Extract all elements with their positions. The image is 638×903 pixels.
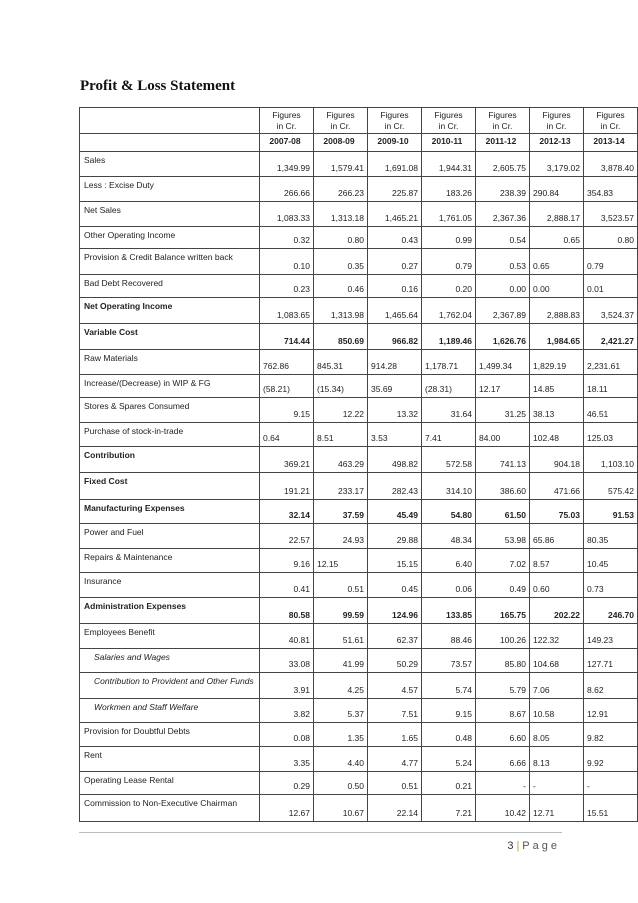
year-blank-cell: [80, 134, 260, 152]
value-cell: 0.16: [368, 275, 422, 298]
value-cell: 8.51: [314, 423, 368, 447]
table-row: [80, 500, 638, 524]
value-cell: -: [476, 772, 530, 795]
value-cell: 8.62: [584, 673, 638, 699]
value-cell: 183.26: [422, 177, 476, 202]
value-cell: 5.37: [314, 699, 368, 723]
value-cell: 1,313.18: [314, 202, 368, 227]
value-cell: 133.85: [422, 598, 476, 624]
value-cell: 124.96: [368, 598, 422, 624]
value-cell: -: [530, 772, 584, 795]
value-cell: 8.67: [476, 699, 530, 723]
value-cell: 73.57: [422, 649, 476, 673]
value-cell: 0.51: [314, 573, 368, 598]
row-label: Workmen and Staff Welfare: [80, 699, 260, 723]
value-cell: 714.44: [260, 324, 314, 350]
value-cell: 51.61: [314, 624, 368, 649]
table-row: [80, 423, 638, 447]
value-cell: 0.51: [368, 772, 422, 795]
value-cell: 0.23: [260, 275, 314, 298]
value-cell: 22.14: [368, 795, 422, 822]
value-cell: 14.85: [530, 375, 584, 398]
value-cell: 3.35: [260, 747, 314, 772]
value-cell: 0.45: [368, 573, 422, 598]
value-cell: 45.49: [368, 500, 422, 524]
value-cell: 54.80: [422, 500, 476, 524]
year-header-cell: 2011-12: [476, 134, 530, 152]
table-row: [80, 723, 638, 747]
value-cell: 4.57: [368, 673, 422, 699]
value-cell: 15.51: [584, 795, 638, 822]
value-cell: 65.86: [530, 524, 584, 549]
value-cell: 0.65: [530, 249, 584, 275]
value-cell: 0.99: [422, 227, 476, 249]
value-cell: 0.80: [314, 227, 368, 249]
value-cell: 3,179.02: [530, 152, 584, 177]
row-label: Rent: [80, 747, 260, 772]
year-header-cell: 2010-11: [422, 134, 476, 152]
value-cell: 0.21: [422, 772, 476, 795]
value-cell: 9.15: [260, 398, 314, 423]
value-cell: 290.84: [530, 177, 584, 202]
value-cell: 1,761.05: [422, 202, 476, 227]
value-cell: 3.91: [260, 673, 314, 699]
value-cell: (28.31): [422, 375, 476, 398]
value-cell: 266.23: [314, 177, 368, 202]
value-cell: 88.46: [422, 624, 476, 649]
value-cell: 80.58: [260, 598, 314, 624]
value-cell: 845.31: [314, 350, 368, 375]
value-cell: 0.48: [422, 723, 476, 747]
value-cell: 1,313.98: [314, 298, 368, 324]
value-cell: 0.00: [476, 275, 530, 298]
value-cell: 386.60: [476, 473, 530, 500]
value-cell: 2,888.17: [530, 202, 584, 227]
table-row: [80, 699, 638, 723]
value-cell: 48.34: [422, 524, 476, 549]
value-cell: 0.49: [476, 573, 530, 598]
table-row: [80, 649, 638, 673]
value-cell: 22.57: [260, 524, 314, 549]
value-cell: 762.86: [260, 350, 314, 375]
table-row: [80, 673, 638, 699]
value-cell: 0.10: [260, 249, 314, 275]
value-cell: 104.68: [530, 649, 584, 673]
value-cell: 9.16: [260, 549, 314, 573]
value-cell: 0.53: [476, 249, 530, 275]
value-cell: 1,579.41: [314, 152, 368, 177]
table-row: [80, 598, 638, 624]
page-number: 3: [507, 840, 514, 852]
value-cell: 191.21: [260, 473, 314, 500]
row-label: Less : Excise Duty: [80, 177, 260, 202]
value-cell: 7.21: [422, 795, 476, 822]
year-header-cell: 2012-13: [530, 134, 584, 152]
value-cell: 1,189.46: [422, 324, 476, 350]
value-cell: 741.13: [476, 447, 530, 473]
page-footer: [507, 840, 560, 852]
row-label: Power and Fuel: [80, 524, 260, 549]
value-cell: 127.71: [584, 649, 638, 673]
value-cell: 165.75: [476, 598, 530, 624]
profit-loss-table: [79, 107, 638, 822]
value-cell: 12.17: [476, 375, 530, 398]
value-cell: 41.99: [314, 649, 368, 673]
value-cell: 1,944.31: [422, 152, 476, 177]
value-cell: 125.03: [584, 423, 638, 447]
row-label: Repairs & Maintenance: [80, 549, 260, 573]
value-cell: 354.83: [584, 177, 638, 202]
row-label: Manufacturing Expenses: [80, 500, 260, 524]
value-cell: 1,691.08: [368, 152, 422, 177]
row-label: Sales: [80, 152, 260, 177]
table-row: [80, 549, 638, 573]
value-cell: 10.58: [530, 699, 584, 723]
table-row: [80, 375, 638, 398]
footer-divider: [79, 832, 562, 833]
value-cell: 225.87: [368, 177, 422, 202]
value-cell: 6.60: [476, 723, 530, 747]
value-cell: 10.67: [314, 795, 368, 822]
value-cell: 1,465.21: [368, 202, 422, 227]
row-label: Contribution: [80, 447, 260, 473]
value-cell: 3,523.57: [584, 202, 638, 227]
value-cell: 10.42: [476, 795, 530, 822]
value-cell: 1,178.71: [422, 350, 476, 375]
value-cell: 5.79: [476, 673, 530, 699]
row-label: Variable Cost: [80, 324, 260, 350]
figures-header-cell: Figures in Cr.: [422, 108, 476, 134]
value-cell: 575.42: [584, 473, 638, 500]
value-cell: 498.82: [368, 447, 422, 473]
value-cell: 8.13: [530, 747, 584, 772]
page-title: Profit & Loss Statement: [80, 78, 236, 94]
row-label: Operating Lease Rental: [80, 772, 260, 795]
table-row: [80, 795, 638, 822]
figures-header-cell: Figures in Cr.: [368, 108, 422, 134]
value-cell: 7.06: [530, 673, 584, 699]
row-label: Other Operating Income: [80, 227, 260, 249]
table-row: [80, 398, 638, 423]
value-cell: 85.80: [476, 649, 530, 673]
value-cell: 122.32: [530, 624, 584, 649]
value-cell: 369.21: [260, 447, 314, 473]
value-cell: 2,421.27: [584, 324, 638, 350]
value-cell: 1,083.33: [260, 202, 314, 227]
value-cell: 0.54: [476, 227, 530, 249]
table-row: [80, 227, 638, 249]
value-cell: 0.80: [584, 227, 638, 249]
value-cell: 5.24: [422, 747, 476, 772]
value-cell: 33.08: [260, 649, 314, 673]
row-label: Administration Expenses: [80, 598, 260, 624]
value-cell: 61.50: [476, 500, 530, 524]
value-cell: 246.70: [584, 598, 638, 624]
row-label: Salaries and Wages: [80, 649, 260, 673]
value-cell: 31.64: [422, 398, 476, 423]
value-cell: 46.51: [584, 398, 638, 423]
value-cell: 1,103.10: [584, 447, 638, 473]
value-cell: 3.82: [260, 699, 314, 723]
row-label: Contribution to Provident and Other Funds: [80, 673, 260, 699]
value-cell: 0.08: [260, 723, 314, 747]
value-cell: 32.14: [260, 500, 314, 524]
row-label: Net Operating Income: [80, 298, 260, 324]
figures-header-cell: Figures in Cr.: [260, 108, 314, 134]
table-row: [80, 524, 638, 549]
table-row: [80, 624, 638, 649]
value-cell: 18.11: [584, 375, 638, 398]
value-cell: 3,878.40: [584, 152, 638, 177]
value-cell: 314.10: [422, 473, 476, 500]
table-row: [80, 275, 638, 298]
value-cell: 282.43: [368, 473, 422, 500]
value-cell: 4.40: [314, 747, 368, 772]
value-cell: 0.79: [422, 249, 476, 275]
value-cell: 0.35: [314, 249, 368, 275]
row-label: Employees Benefit: [80, 624, 260, 649]
value-cell: 904.18: [530, 447, 584, 473]
value-cell: 0.29: [260, 772, 314, 795]
value-cell: 7.02: [476, 549, 530, 573]
value-cell: 6.66: [476, 747, 530, 772]
row-label: Bad Debt Recovered: [80, 275, 260, 298]
page-label: Page: [522, 840, 560, 852]
value-cell: -: [584, 772, 638, 795]
table-row: [80, 573, 638, 598]
value-cell: 9.82: [584, 723, 638, 747]
value-cell: 100.26: [476, 624, 530, 649]
figures-header-cell: Figures in Cr.: [584, 108, 638, 134]
value-cell: 1,465.64: [368, 298, 422, 324]
value-cell: 102.48: [530, 423, 584, 447]
value-cell: 91.53: [584, 500, 638, 524]
table-row: [80, 324, 638, 350]
value-cell: 149.23: [584, 624, 638, 649]
value-cell: 84.00: [476, 423, 530, 447]
value-cell: 2,888.83: [530, 298, 584, 324]
value-cell: 0.27: [368, 249, 422, 275]
value-cell: 7.51: [368, 699, 422, 723]
table-row: [80, 747, 638, 772]
value-cell: 99.59: [314, 598, 368, 624]
year-header-cell: 2007-08: [260, 134, 314, 152]
row-label: Stores & Spares Consumed: [80, 398, 260, 423]
value-cell: 572.58: [422, 447, 476, 473]
value-cell: (15.34): [314, 375, 368, 398]
value-cell: 1,829.19: [530, 350, 584, 375]
year-header-cell: 2013-14: [584, 134, 638, 152]
row-label: Net Sales: [80, 202, 260, 227]
table-row: [80, 298, 638, 324]
table-row: [80, 202, 638, 227]
value-cell: 24.93: [314, 524, 368, 549]
value-cell: 2,367.36: [476, 202, 530, 227]
table-row: [80, 152, 638, 177]
value-cell: 0.46: [314, 275, 368, 298]
value-cell: 35.69: [368, 375, 422, 398]
value-cell: 471.66: [530, 473, 584, 500]
value-cell: 8.05: [530, 723, 584, 747]
value-cell: 0.65: [530, 227, 584, 249]
value-cell: 50.29: [368, 649, 422, 673]
value-cell: 1,984.65: [530, 324, 584, 350]
value-cell: 2,605.75: [476, 152, 530, 177]
value-cell: 266.66: [260, 177, 314, 202]
value-cell: 0.73: [584, 573, 638, 598]
value-cell: 0.43: [368, 227, 422, 249]
value-cell: 53.98: [476, 524, 530, 549]
value-cell: 0.79: [584, 249, 638, 275]
value-cell: 12.71: [530, 795, 584, 822]
value-cell: 31.25: [476, 398, 530, 423]
value-cell: 1.65: [368, 723, 422, 747]
value-cell: 13.32: [368, 398, 422, 423]
value-cell: 2,367.89: [476, 298, 530, 324]
table-row: [80, 350, 638, 375]
value-cell: 40.81: [260, 624, 314, 649]
value-cell: 1,083.65: [260, 298, 314, 324]
value-cell: 5.74: [422, 673, 476, 699]
header-blank-cell: [80, 108, 260, 134]
value-cell: 850.69: [314, 324, 368, 350]
value-cell: 3,524.37: [584, 298, 638, 324]
value-cell: 1.35: [314, 723, 368, 747]
value-cell: 1,349.99: [260, 152, 314, 177]
value-cell: 10.45: [584, 549, 638, 573]
value-cell: 3.53: [368, 423, 422, 447]
table-row: [80, 772, 638, 795]
value-cell: 7.41: [422, 423, 476, 447]
table-row: [80, 177, 638, 202]
footer-separator: |: [516, 840, 520, 852]
row-label: Fixed Cost: [80, 473, 260, 500]
value-cell: 0.41: [260, 573, 314, 598]
value-cell: 463.29: [314, 447, 368, 473]
value-cell: 0.00: [530, 275, 584, 298]
row-label: Insurance: [80, 573, 260, 598]
value-cell: 2,231.61: [584, 350, 638, 375]
value-cell: 12.22: [314, 398, 368, 423]
value-cell: 12.15: [314, 549, 368, 573]
row-label: Provision for Doubtful Debts: [80, 723, 260, 747]
value-cell: (58.21): [260, 375, 314, 398]
value-cell: 1,499.34: [476, 350, 530, 375]
year-header-cell: 2009-10: [368, 134, 422, 152]
value-cell: 238.39: [476, 177, 530, 202]
value-cell: 8.57: [530, 549, 584, 573]
table-row: [80, 473, 638, 500]
value-cell: 6.40: [422, 549, 476, 573]
figures-header-cell: Figures in Cr.: [476, 108, 530, 134]
value-cell: 0.06: [422, 573, 476, 598]
value-cell: 75.03: [530, 500, 584, 524]
value-cell: 12.67: [260, 795, 314, 822]
value-cell: 12.91: [584, 699, 638, 723]
table-row: [80, 249, 638, 275]
year-header-cell: 2008-09: [314, 134, 368, 152]
value-cell: 4.25: [314, 673, 368, 699]
row-label: Raw Materials: [80, 350, 260, 375]
row-label: Commission to Non-Executive Chairman: [80, 795, 260, 822]
value-cell: 202.22: [530, 598, 584, 624]
value-cell: 9.15: [422, 699, 476, 723]
value-cell: 4.77: [368, 747, 422, 772]
value-cell: 0.50: [314, 772, 368, 795]
value-cell: 1,626.76: [476, 324, 530, 350]
value-cell: 9.92: [584, 747, 638, 772]
value-cell: 914.28: [368, 350, 422, 375]
row-label: Increase/(Decrease) in WIP & FG: [80, 375, 260, 398]
value-cell: 1,762.04: [422, 298, 476, 324]
row-label: Provision & Credit Balance written back: [80, 249, 260, 275]
figures-header-cell: Figures in Cr.: [530, 108, 584, 134]
value-cell: 0.60: [530, 573, 584, 598]
figures-header-cell: Figures in Cr.: [314, 108, 368, 134]
value-cell: 37.59: [314, 500, 368, 524]
value-cell: 0.64: [260, 423, 314, 447]
value-cell: 966.82: [368, 324, 422, 350]
value-cell: 0.01: [584, 275, 638, 298]
value-cell: 38.13: [530, 398, 584, 423]
value-cell: 62.37: [368, 624, 422, 649]
value-cell: 233.17: [314, 473, 368, 500]
value-cell: 0.20: [422, 275, 476, 298]
row-label: Purchase of stock-in-trade: [80, 423, 260, 447]
value-cell: 15.15: [368, 549, 422, 573]
value-cell: 80.35: [584, 524, 638, 549]
table-row: [80, 447, 638, 473]
value-cell: 29.88: [368, 524, 422, 549]
value-cell: 0.32: [260, 227, 314, 249]
